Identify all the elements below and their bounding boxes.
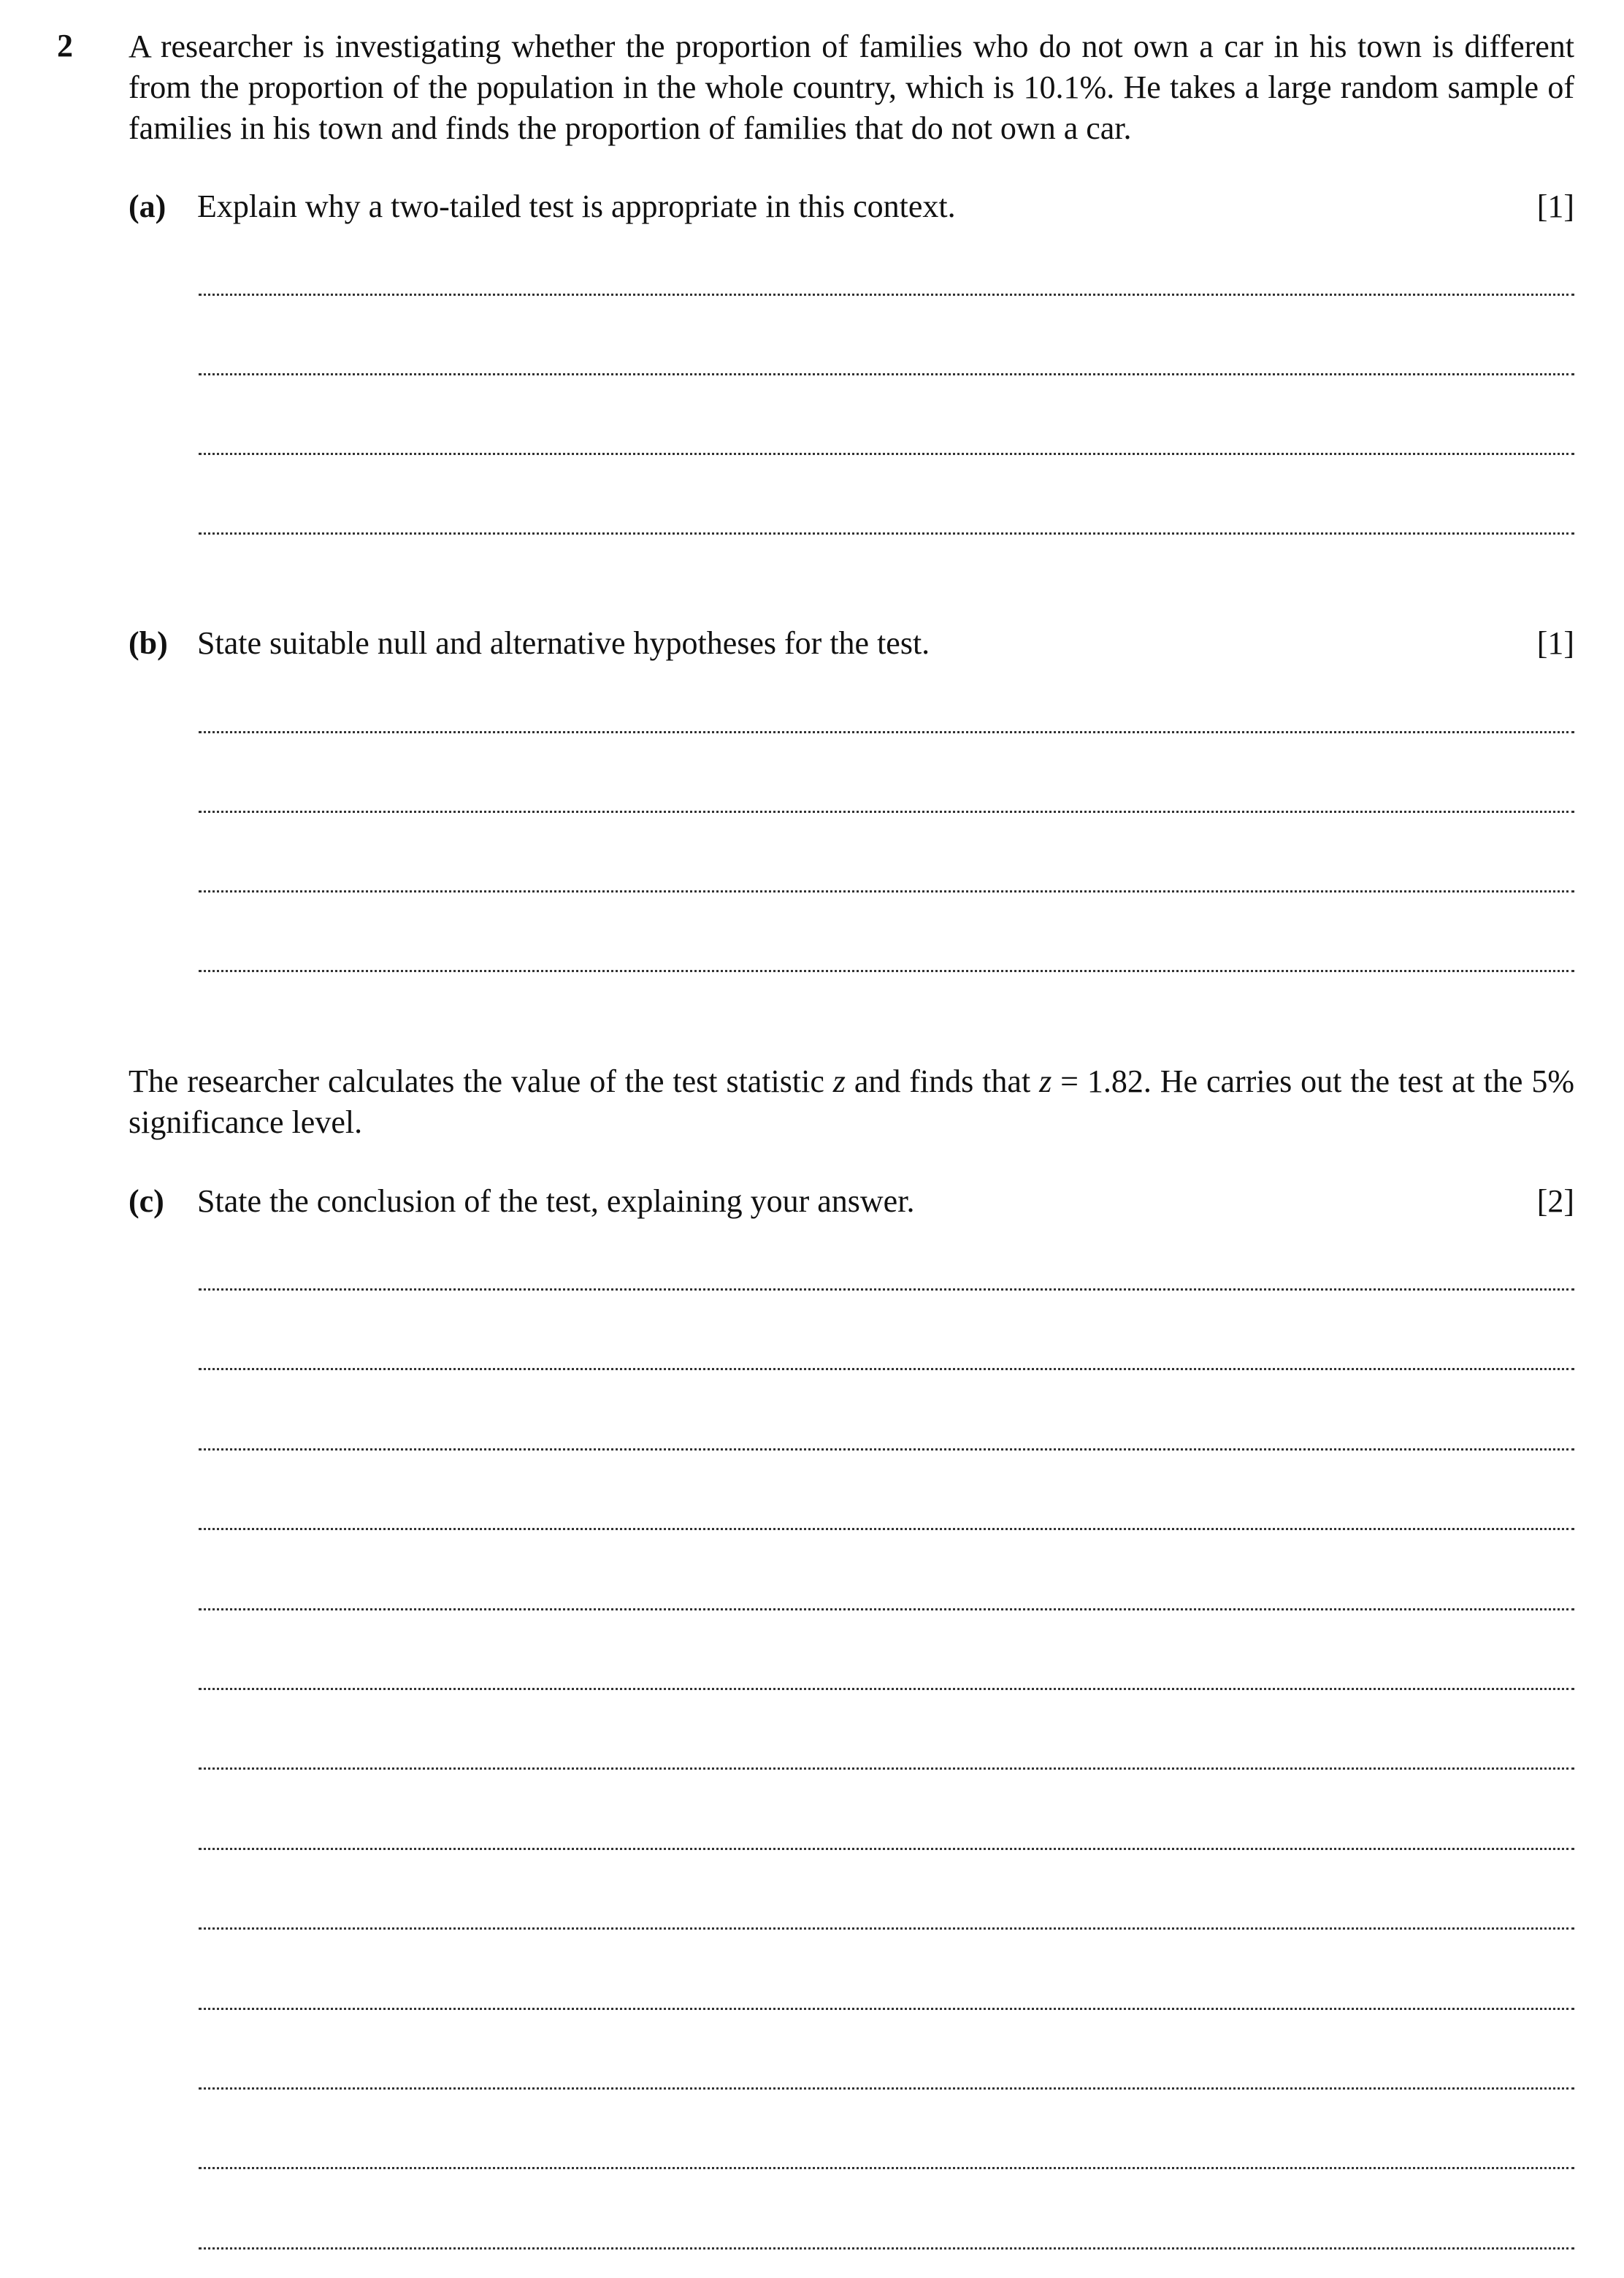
part-a-heading [129, 186, 1574, 227]
part-a-text: Explain why a two-tailed test is appropriate in this context. [197, 188, 956, 224]
para-text-1: The researcher calculates the value of the test statistic [129, 1063, 833, 1099]
answer-line[interactable] [199, 1767, 1574, 1770]
answer-line[interactable] [199, 2167, 1574, 2169]
part-a-label: (a) [129, 188, 166, 224]
answer-line[interactable] [199, 1368, 1574, 1370]
answer-line[interactable] [199, 2008, 1574, 2010]
z-symbol-1: z [832, 1063, 846, 1099]
answer-line[interactable] [199, 453, 1574, 455]
part-b-label: (b) [129, 625, 168, 661]
answer-line[interactable] [199, 970, 1574, 972]
answer-line[interactable] [199, 1927, 1574, 1930]
question-number: 2 [57, 28, 73, 64]
answer-line[interactable] [199, 1288, 1574, 1291]
part-c-marks: [2] [1536, 1183, 1574, 1219]
part-b-text: State suitable null and alternative hypotheses for the test. [197, 625, 930, 661]
answer-line[interactable] [199, 373, 1574, 375]
answer-line[interactable] [199, 811, 1574, 813]
answer-line[interactable] [199, 1608, 1574, 1610]
answer-line[interactable] [199, 1448, 1574, 1450]
part-c-heading [129, 1181, 1574, 1222]
part-b-heading [129, 623, 1574, 664]
part-c-label: (c) [129, 1183, 164, 1219]
answer-line[interactable] [199, 890, 1574, 893]
test-statistic-paragraph [129, 1061, 1574, 1143]
answer-line[interactable] [199, 2087, 1574, 2090]
answer-line[interactable] [199, 731, 1574, 733]
para-text-2: and finds that [845, 1063, 1040, 1099]
part-a-marks: [1] [1536, 188, 1574, 224]
answer-line[interactable] [199, 1528, 1574, 1530]
question-intro: A researcher is investigating whether the proportion of families who do not own a car in his town is different from the proportion of the population in the whole country, which is 10.1%. He takes a large random sample of families in his town and finds the proportion of families that do not own a car. [129, 28, 1574, 146]
answer-line[interactable] [199, 2247, 1574, 2250]
z-symbol-2: z [1039, 1063, 1052, 1099]
part-c-text: State the conclusion of the test, explaining your answer. [197, 1183, 915, 1219]
answer-line[interactable] [199, 1688, 1574, 1690]
part-b-marks: [1] [1536, 625, 1574, 661]
answer-line[interactable] [199, 294, 1574, 296]
answer-line[interactable] [199, 532, 1574, 535]
para-text-3: = 1.82. He carries out the test at the 5% significance level. [129, 1063, 1574, 1140]
answer-line[interactable] [199, 1848, 1574, 1850]
